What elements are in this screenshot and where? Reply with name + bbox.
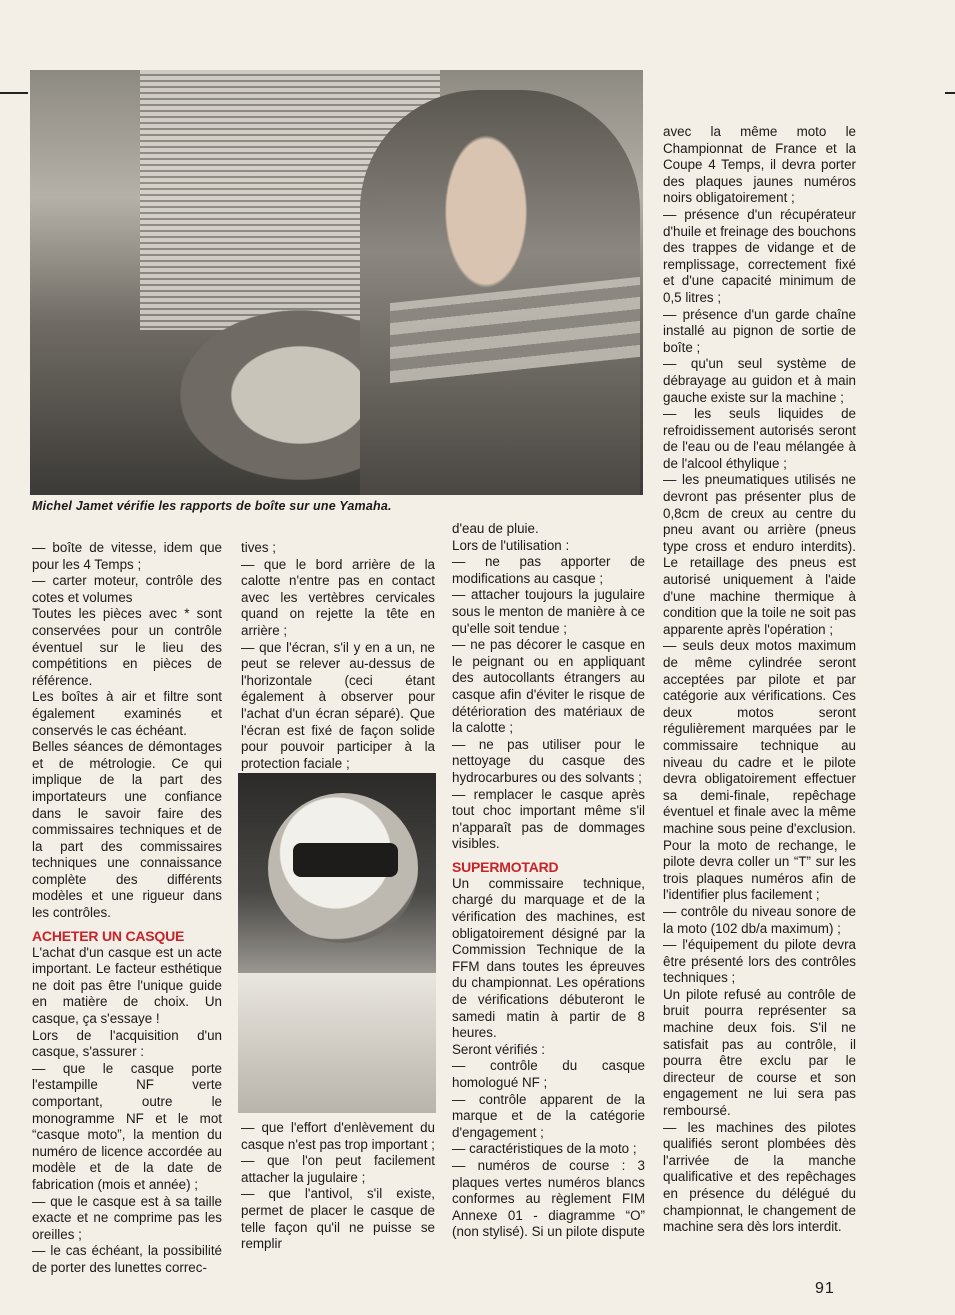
column-2-top — [241, 540, 435, 772]
child-shirt — [238, 973, 436, 1113]
header-rule-left — [0, 92, 28, 94]
goggles-shape — [293, 843, 398, 877]
page-number: 91 — [815, 1280, 835, 1297]
header-rule-right — [945, 92, 955, 94]
col4-paragraph: avec la même moto le Championnat de France et la Coupe 4 Temps, il devra porter des plaques jaunes numéros noirs obligatoirement ; — présence d'un récupérateur d'huile et freinage des bouchons des trappes de vidange et de remplissage, correctement fixé et d'une capacité minimum de 0,5 litres ; — présence d'un garde chaîne installé au pignon de sortie de boîte ; — qu'un seul système de débrayage au guidon et à main gauche existe sur la machine ; — les seuls liquides de refroidissement autorisés seront de l'eau ou de l'eau mélangée à de l'alcool éthylique ; — les pneumatiques utilisés ne devront pas présenter plus de 0,8cm de creux au centre du pneu avant ou arrière (pneus type cross et enduro interdits). Le retaillage des pneus est autorisé uniquement à l'aide d'une machine thermique à condition que la toile ne soit pas apparente après l'opération ; — seuls deux motos maximum de même cylindrée seront acceptées par pilote et par catégorie aux vérifications. Ces deux motos seront régulièrement marquées par le commissaire technique au niveau du cadre et le pilote devra obligatoirement effectuer sa demi-finale, repêchage éventuel et finale avec la même machine sous peine d'exclusion. Pour la moto de rechange, le pilote devra coller un “T” sur les trois plaques numéros afin de l'identifier plus facilement ; — contrôle du niveau sonore de la moto (102 db/a maximum) ; — l'équipement du pilote devra être présenté lors des contrôles techniques ; Un pilote refusé au contrôle de bruit pourra représenter sa machine deux fois. S'il ne satisfait pas au contrôle, il pourra être exclu par le directeur de course et son engagement ne lui sera pas remboursé. — les machines des pilotes qualifiés seront plombées dès l'arrivée de la manche qualificative et des repêchages en présence du délégué du championnat, le changement de machine sera dès lors interdit. — [663, 124, 856, 1235]
photo-caption: Michel Jamet vérifie les rapports de boîte sur une Yamaha. — [32, 499, 392, 513]
col2-paragraph-top: tives ; — que le bord arrière de la calotte n'entre pas en contact avec les vertèbres cervicales quand on rejette la tête en arrière ; — que l'écran, s'il y en a un, ne peut se relever au-dessus de l'horizontale (ceci étant également à observer pour l'achat d'un écran séparé). Que l'écran est fixé de façon solide pour pouvoir participer à la protection faciale ; — [241, 540, 435, 771]
heading-supermotard: SUPERMOTARD — [452, 858, 559, 875]
column-1 — [32, 540, 222, 1277]
col3-paragraph-1: d'eau de pluie. Lors de l'utilisation : — ne pas apporter de modifications au casque ; — attacher toujours la jugulaire sous le menton de manière à ce qu'elle soit tendue ; — ne pas décorer le casque en le peignant ou en appliquant des autocollants étrangers au casque afin d'éviter le risque de détérioration des matériaux de la calotte ; — ne pas utiliser pour le nettoyage du casque des hydrocarbures ou des solvants ; — remplacer le casque après tout choc important même s'il n'apparaît pas de dommages visibles. — [452, 521, 645, 852]
col2-paragraph-bottom: — que l'effort d'enlèvement du casque n'est pas trop important ; — que l'on peut facilement attacher la jugulaire ; — que l'antivol, s'il existe, permet de placer le casque de telle façon qu'il ne puisse se remplir — [241, 1120, 435, 1252]
child-helmet-photo — [238, 773, 436, 1113]
heading-acheter-casque: ACHETER UN CASQUE — [32, 927, 185, 944]
col1-paragraph-2: L'achat d'un casque est un acte important. Le facteur esthétique ne doit pas être l'unique guide en matière de choix. Un casque, ça s'essaye ! Lors de l'acquisition d'un casque, s'assurer : — que le casque porte l'estampille NF verte comportant, outre le monogramme NF et le mot “casque moto”, la mention du numéro de licence accordée au modèle et de la date de fabrication (mois et année) ; — que le casque est à sa taille exacte et ne comprime pas les oreilles ; — le cas échéant, la possibilité de porter des lunettes correc- — [32, 944, 222, 1275]
col1-paragraph-1: — boîte de vitesse, idem que pour les 4 Temps ; — carter moteur, contrôle des cotes et volumes Toutes les pièces avec * sont conservées pour un contrôle éventuel sur le lieu des compétitions en pièces de référence. Les boîtes à air et filtre sont également examinés et conservés le cas échéant. Belles séances de démontages et de métrologie. Ce qui implique de la part des importateurs une confiance dans le savoir faire des commissaires techniques et de la part des commissaires techniques une connaissance complète des différents modèles et une rigueur dans les contrôles. — [32, 540, 222, 921]
workshop-photo — [30, 70, 643, 495]
column-2-bottom — [241, 1120, 435, 1253]
column-4 — [663, 124, 856, 1236]
column-3 — [452, 521, 645, 1241]
col3-paragraph-2: Un commissaire technique, chargé du marquage et de la vérification des machines, est obligatoirement désigné par la Commission Technique de la FFM dans toutes les épreuves du championnat. Les opérations de vérifications débuteront le samedi matin à partir de 8 heures. Seront vérifiés : — contrôle du casque homologué NF ; — contrôle apparent de la marque et de la catégorie d'engagement ; — caractéristiques de la moto ; — numéros de course : 3 plaques vertes numéros blancs conformes au règlement FIM Annexe 01 - diagramme “O” (non stylisé). Si un pilote dispute — [452, 875, 645, 1240]
